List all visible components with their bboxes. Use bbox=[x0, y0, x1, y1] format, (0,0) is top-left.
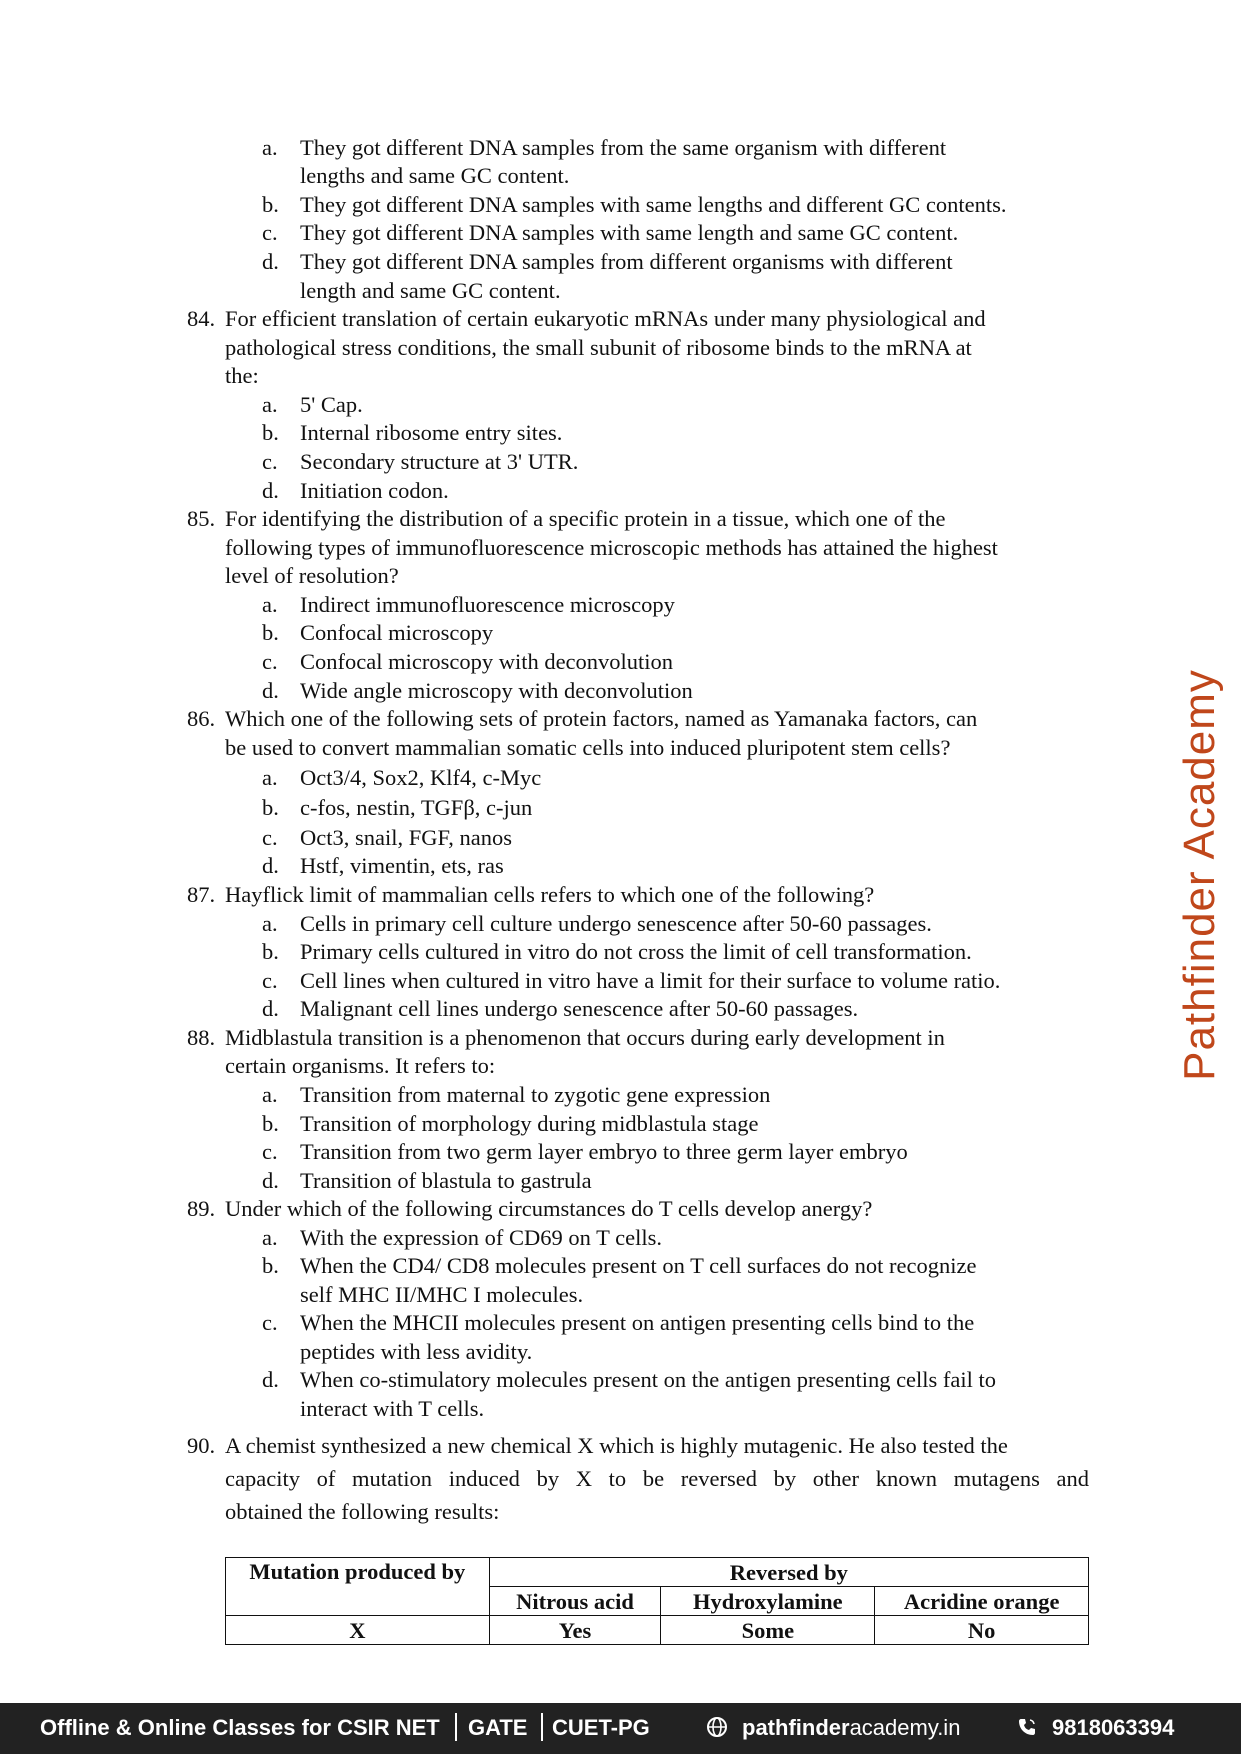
table-row bbox=[226, 1616, 1089, 1645]
footer-separator bbox=[541, 1713, 543, 1741]
watermark-text: Pathfinder Academy bbox=[1175, 669, 1224, 1081]
footer-phone[interactable]: 9818063394 bbox=[1052, 1715, 1175, 1740]
table-header-row bbox=[226, 1558, 1089, 1587]
cell-hydroxylamine: Some bbox=[661, 1616, 875, 1645]
footer-gate: GATE bbox=[468, 1715, 528, 1740]
header-mutation-produced-by: Mutation produced by bbox=[226, 1558, 490, 1616]
footer-separator bbox=[455, 1713, 457, 1741]
globe-icon bbox=[706, 1716, 728, 1744]
footer-website[interactable] bbox=[742, 1715, 960, 1741]
cell-mutagen: X bbox=[226, 1616, 490, 1645]
header-reversed-by: Reversed by bbox=[489, 1558, 1088, 1587]
subheader-hydroxylamine: Hydroxylamine bbox=[661, 1587, 875, 1616]
footer-website-bold: pathfinder bbox=[742, 1715, 850, 1740]
footer-cuet: CUET-PG bbox=[552, 1715, 650, 1740]
subheader-nitrous-acid: Nitrous acid bbox=[489, 1587, 661, 1616]
phone-icon bbox=[1016, 1716, 1038, 1744]
question-90-stem-line-2: capacity of mutation induced by X to be reversed by other known mutagens and bbox=[225, 1466, 1089, 1491]
results-table bbox=[225, 1557, 1089, 1645]
footer-website-thin: academy.in bbox=[849, 1715, 961, 1740]
subheader-acridine-orange: Acridine orange bbox=[875, 1587, 1089, 1616]
cell-acridine-orange: No bbox=[875, 1616, 1089, 1645]
cell-nitrous-acid: Yes bbox=[489, 1616, 661, 1645]
footer-classes: Offline & Online Classes for CSIR NET bbox=[40, 1715, 440, 1740]
footer-bar bbox=[0, 1703, 1241, 1754]
